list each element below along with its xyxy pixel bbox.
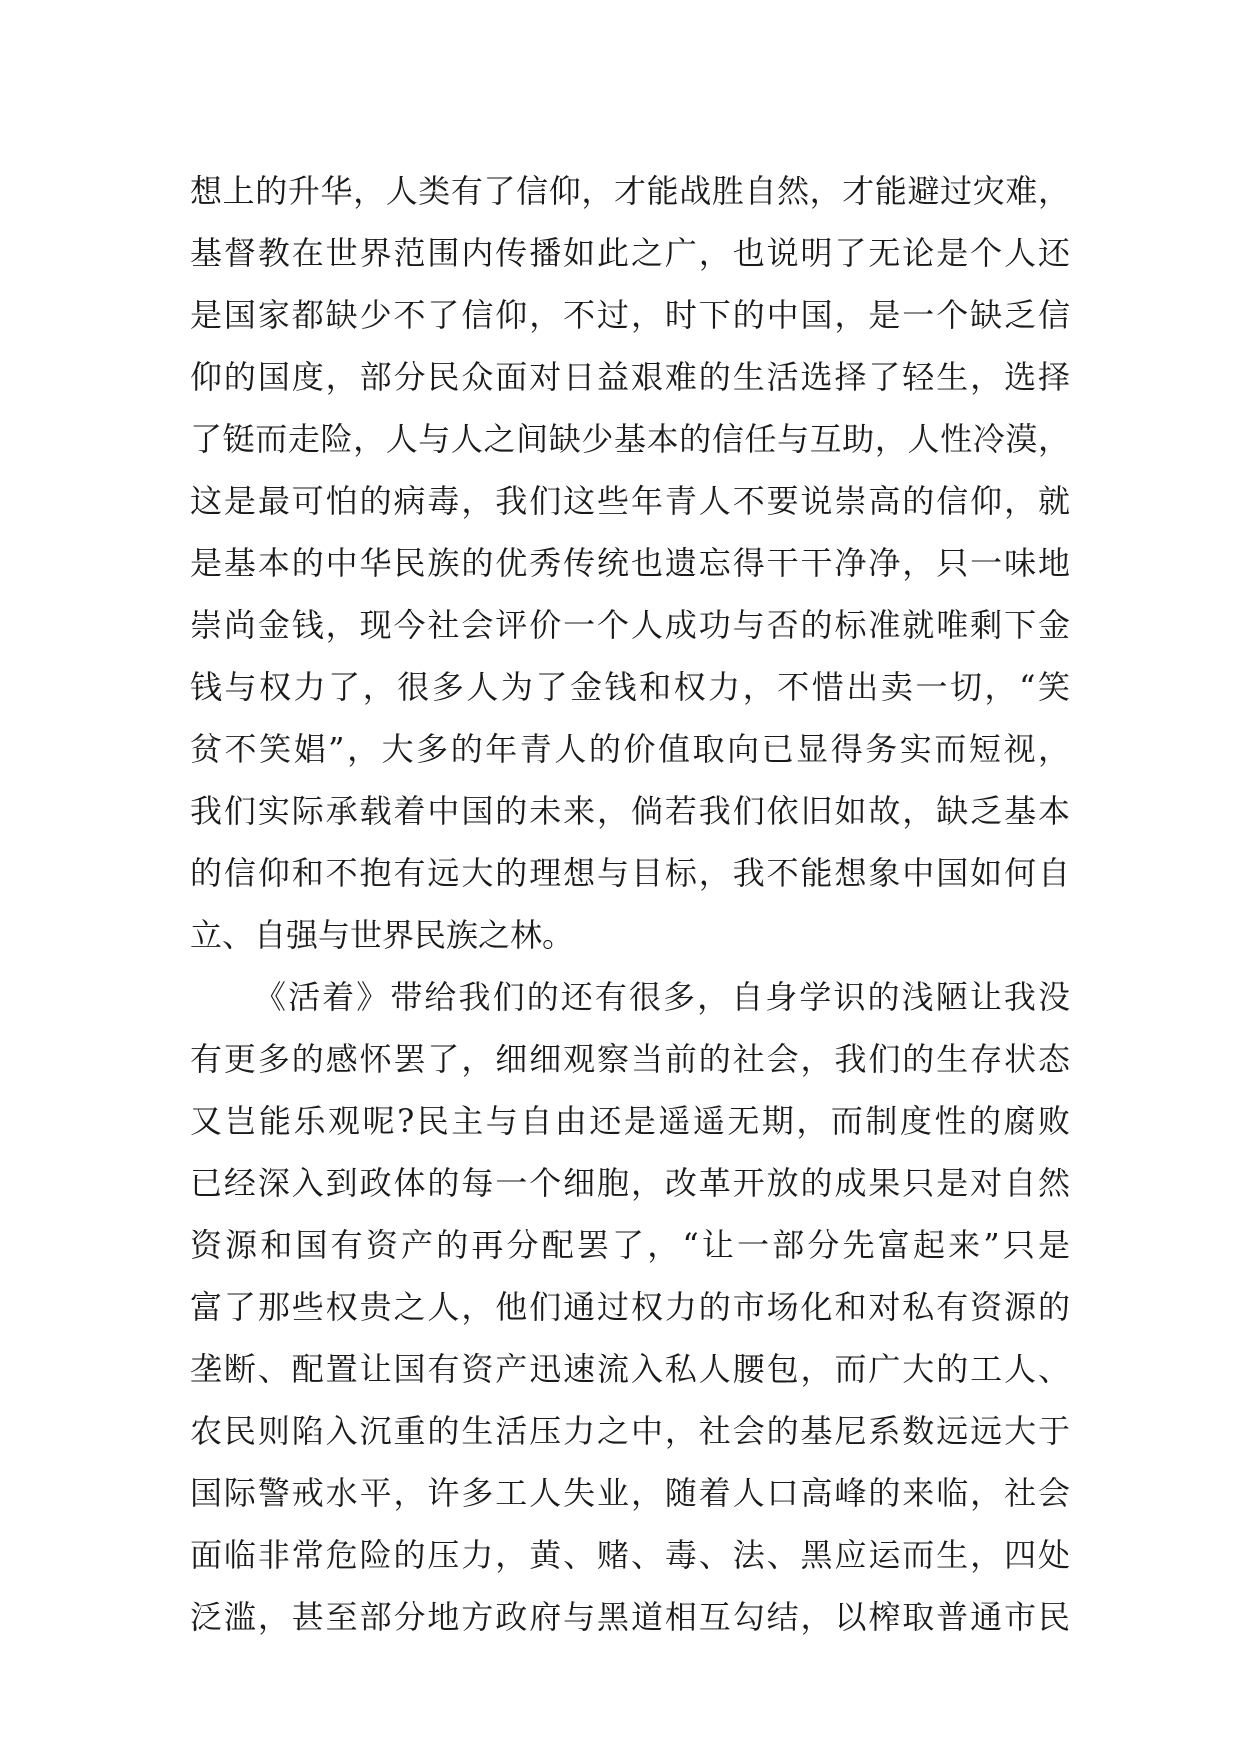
- text-line: 仰的国度，部分民众面对日益艰难的生活选择了轻生，选择: [190, 358, 1070, 396]
- text-line: 我们实际承载着中国的未来，倘若我们依旧如故，缺乏基本: [190, 792, 1070, 830]
- text-line: 想上的升华，人类有了信仰，才能战胜自然，才能避过灾难，: [190, 172, 1070, 210]
- text-line: 是基本的中华民族的优秀传统也遗忘得干干净净，只一味地: [190, 544, 1070, 582]
- text-line: 了铤而走险，人与人之间缺少基本的信任与互助，人性冷漠，: [190, 420, 1070, 458]
- text-line: 这是最可怕的病毒，我们这些年青人不要说崇高的信仰，就: [190, 482, 1070, 520]
- text-line: 资源和国有资产的再分配罢了，“让一部分先富起来”只是: [190, 1226, 1070, 1264]
- document-body: [190, 160, 1070, 1648]
- text-line: 富了那些权贵之人，他们通过权力的市场化和对私有资源的: [190, 1288, 1070, 1326]
- text-line: 是国家都缺少不了信仰，不过，时下的中国，是一个缺乏信: [190, 296, 1070, 334]
- paragraph-1: [190, 160, 1070, 966]
- text-line: 又岂能乐观呢?民主与自由还是遥遥无期，而制度性的腐败: [190, 1102, 1070, 1140]
- text-line: 钱与权力了，很多人为了金钱和权力，不惜出卖一切，“笑: [190, 668, 1070, 706]
- text-line: 面临非常危险的压力，黄、赌、毒、法、黑应运而生，四处: [190, 1536, 1070, 1574]
- text-line: 立、自强与世界民族之林。: [190, 916, 575, 954]
- text-line: 有更多的感怀罢了，细细观察当前的社会，我们的生存状态: [190, 1040, 1070, 1078]
- text-line: 基督教在世界范围内传播如此之广，也说明了无论是个人还: [190, 234, 1070, 272]
- text-line: 国际警戒水平，许多工人失业，随着人口高峰的来临，社会: [190, 1474, 1070, 1512]
- text-line: 《活着》带给我们的还有很多，自身学识的浅陋让我没: [254, 978, 1070, 1016]
- text-line: 垄断、配置让国有资产迅速流入私人腰包，而广大的工人、: [190, 1350, 1070, 1388]
- text-line: 农民则陷入沉重的生活压力之中，社会的基尼系数远远大于: [190, 1412, 1070, 1450]
- text-line: 的信仰和不抱有远大的理想与目标，我不能想象中国如何自: [190, 854, 1070, 892]
- text-line: 已经深入到政体的每一个细胞，改革开放的成果只是对自然: [190, 1164, 1070, 1202]
- text-line: 泛滥，甚至部分地方政府与黑道相互勾结，以榨取普通市民: [190, 1598, 1070, 1636]
- paragraph-2: [190, 966, 1070, 1648]
- text-line: 贫不笑娼”，大多的年青人的价值取向已显得务实而短视，: [190, 730, 1070, 768]
- text-line: 崇尚金钱，现今社会评价一个人成功与否的标准就唯剩下金: [190, 606, 1070, 644]
